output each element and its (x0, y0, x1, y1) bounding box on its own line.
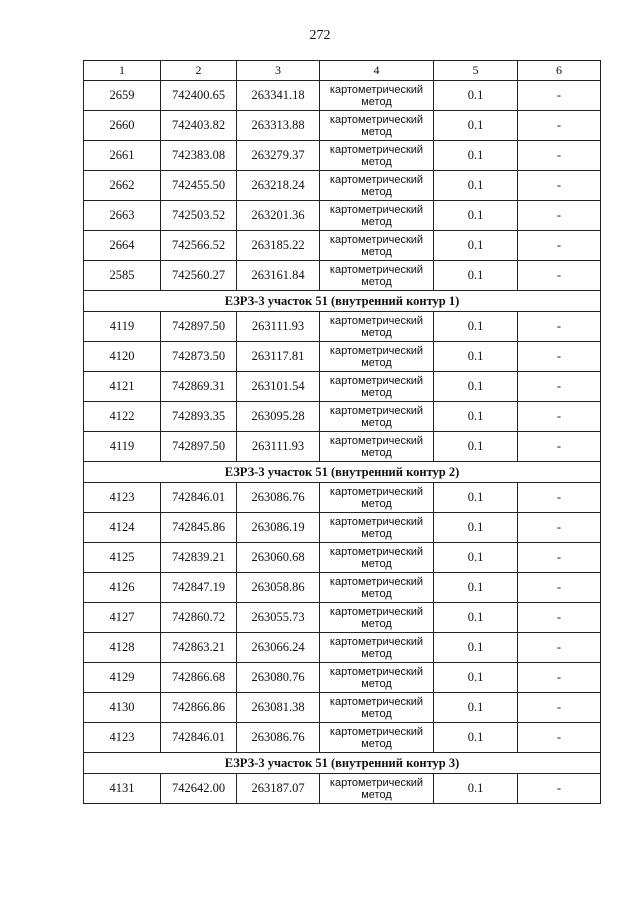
x-coordinate-cell: 742642.00 (161, 774, 237, 804)
table-row (84, 723, 601, 753)
point-number-cell: 2659 (84, 81, 161, 111)
note-cell: - (518, 171, 601, 201)
y-coordinate-cell: 263080.76 (237, 663, 320, 693)
x-coordinate-cell: 742873.50 (161, 342, 237, 372)
note-cell: - (518, 312, 601, 342)
note-cell: - (518, 573, 601, 603)
table-row (84, 513, 601, 543)
method-cell: картометрический метод (320, 483, 434, 513)
y-coordinate-cell: 263161.84 (237, 261, 320, 291)
x-coordinate-cell: 742897.50 (161, 432, 237, 462)
table-row (84, 201, 601, 231)
table-row (84, 111, 601, 141)
note-cell: - (518, 513, 601, 543)
table-row (84, 633, 601, 663)
accuracy-cell: 0.1 (434, 543, 518, 573)
y-coordinate-cell: 263086.76 (237, 723, 320, 753)
note-cell: - (518, 402, 601, 432)
note-cell: - (518, 201, 601, 231)
method-cell: картометрический метод (320, 663, 434, 693)
header-row (84, 61, 601, 81)
column-header: 1 (84, 61, 161, 81)
accuracy-cell: 0.1 (434, 342, 518, 372)
point-number-cell: 2664 (84, 231, 161, 261)
point-number-cell: 4123 (84, 723, 161, 753)
method-cell: картометрический метод (320, 723, 434, 753)
accuracy-cell: 0.1 (434, 231, 518, 261)
x-coordinate-cell: 742846.01 (161, 723, 237, 753)
note-cell: - (518, 342, 601, 372)
accuracy-cell: 0.1 (434, 312, 518, 342)
y-coordinate-cell: 263101.54 (237, 372, 320, 402)
method-cell: картометрический метод (320, 171, 434, 201)
accuracy-cell: 0.1 (434, 663, 518, 693)
table-row (84, 231, 601, 261)
x-coordinate-cell: 742455.50 (161, 171, 237, 201)
x-coordinate-cell: 742869.31 (161, 372, 237, 402)
table-row (84, 483, 601, 513)
note-cell: - (518, 231, 601, 261)
y-coordinate-cell: 263111.93 (237, 432, 320, 462)
note-cell: - (518, 543, 601, 573)
table-row (84, 603, 601, 633)
note-cell: - (518, 603, 601, 633)
point-number-cell: 4127 (84, 603, 161, 633)
point-number-cell: 4131 (84, 774, 161, 804)
method-cell: картометрический метод (320, 81, 434, 111)
note-cell: - (518, 111, 601, 141)
point-number-cell: 2663 (84, 201, 161, 231)
x-coordinate-cell: 742383.08 (161, 141, 237, 171)
table-row (84, 342, 601, 372)
table-row (84, 261, 601, 291)
y-coordinate-cell: 263095.28 (237, 402, 320, 432)
x-coordinate-cell: 742846.01 (161, 483, 237, 513)
point-number-cell: 4119 (84, 432, 161, 462)
accuracy-cell: 0.1 (434, 432, 518, 462)
section-header-row (84, 753, 601, 774)
point-number-cell: 4128 (84, 633, 161, 663)
x-coordinate-cell: 742847.19 (161, 573, 237, 603)
point-number-cell: 4130 (84, 693, 161, 723)
point-number-cell: 4119 (84, 312, 161, 342)
note-cell: - (518, 663, 601, 693)
x-coordinate-cell: 742860.72 (161, 603, 237, 633)
y-coordinate-cell: 263055.73 (237, 603, 320, 633)
table-row (84, 573, 601, 603)
y-coordinate-cell: 263279.37 (237, 141, 320, 171)
table-row (84, 372, 601, 402)
note-cell: - (518, 261, 601, 291)
method-cell: картометрический метод (320, 342, 434, 372)
note-cell: - (518, 141, 601, 171)
x-coordinate-cell: 742560.27 (161, 261, 237, 291)
table-body (84, 81, 601, 804)
point-number-cell: 4122 (84, 402, 161, 432)
accuracy-cell: 0.1 (434, 573, 518, 603)
section-header-row (84, 462, 601, 483)
y-coordinate-cell: 263081.38 (237, 693, 320, 723)
y-coordinate-cell: 263058.86 (237, 573, 320, 603)
accuracy-cell: 0.1 (434, 633, 518, 663)
method-cell: картометрический метод (320, 111, 434, 141)
note-cell: - (518, 774, 601, 804)
y-coordinate-cell: 263086.76 (237, 483, 320, 513)
note-cell: - (518, 483, 601, 513)
table-row (84, 312, 601, 342)
y-coordinate-cell: 263341.18 (237, 81, 320, 111)
y-coordinate-cell: 263117.81 (237, 342, 320, 372)
method-cell: картометрический метод (320, 603, 434, 633)
table-row (84, 543, 601, 573)
method-cell: картометрический метод (320, 543, 434, 573)
x-coordinate-cell: 742503.52 (161, 201, 237, 231)
note-cell: - (518, 693, 601, 723)
method-cell: картометрический метод (320, 312, 434, 342)
accuracy-cell: 0.1 (434, 513, 518, 543)
method-cell: картометрический метод (320, 372, 434, 402)
method-cell: картометрический метод (320, 774, 434, 804)
section-header-row (84, 291, 601, 312)
accuracy-cell: 0.1 (434, 81, 518, 111)
method-cell: картометрический метод (320, 513, 434, 543)
x-coordinate-cell: 742893.35 (161, 402, 237, 432)
table-row (84, 663, 601, 693)
accuracy-cell: 0.1 (434, 723, 518, 753)
method-cell: картометрический метод (320, 633, 434, 663)
table-row (84, 171, 601, 201)
method-cell: картометрический метод (320, 432, 434, 462)
table-row (84, 402, 601, 432)
point-number-cell: 2661 (84, 141, 161, 171)
x-coordinate-cell: 742863.21 (161, 633, 237, 663)
note-cell: - (518, 633, 601, 663)
note-cell: - (518, 432, 601, 462)
note-cell: - (518, 723, 601, 753)
x-coordinate-cell: 742403.82 (161, 111, 237, 141)
point-number-cell: 4124 (84, 513, 161, 543)
point-number-cell: 2662 (84, 171, 161, 201)
accuracy-cell: 0.1 (434, 603, 518, 633)
accuracy-cell: 0.1 (434, 261, 518, 291)
x-coordinate-cell: 742839.21 (161, 543, 237, 573)
accuracy-cell: 0.1 (434, 693, 518, 723)
section-title: ЕЗРЗ-3 участок 51 (внутренний контур 2) (84, 462, 601, 483)
method-cell: картометрический метод (320, 201, 434, 231)
x-coordinate-cell: 742866.68 (161, 663, 237, 693)
y-coordinate-cell: 263111.93 (237, 312, 320, 342)
x-coordinate-cell: 742866.86 (161, 693, 237, 723)
method-cell: картометрический метод (320, 261, 434, 291)
y-coordinate-cell: 263066.24 (237, 633, 320, 663)
coordinates-table (83, 60, 601, 804)
method-cell: картометрический метод (320, 231, 434, 261)
x-coordinate-cell: 742566.52 (161, 231, 237, 261)
point-number-cell: 4121 (84, 372, 161, 402)
column-header: 6 (518, 61, 601, 81)
accuracy-cell: 0.1 (434, 141, 518, 171)
note-cell: - (518, 81, 601, 111)
method-cell: картометрический метод (320, 693, 434, 723)
point-number-cell: 4126 (84, 573, 161, 603)
point-number-cell: 2585 (84, 261, 161, 291)
y-coordinate-cell: 263086.19 (237, 513, 320, 543)
table-row (84, 774, 601, 804)
section-title: ЕЗРЗ-3 участок 51 (внутренний контур 1) (84, 291, 601, 312)
table-row (84, 141, 601, 171)
y-coordinate-cell: 263218.24 (237, 171, 320, 201)
section-title: ЕЗРЗ-3 участок 51 (внутренний контур 3) (84, 753, 601, 774)
x-coordinate-cell: 742897.50 (161, 312, 237, 342)
table-row (84, 432, 601, 462)
column-header: 5 (434, 61, 518, 81)
x-coordinate-cell: 742400.65 (161, 81, 237, 111)
method-cell: картометрический метод (320, 402, 434, 432)
y-coordinate-cell: 263201.36 (237, 201, 320, 231)
accuracy-cell: 0.1 (434, 171, 518, 201)
point-number-cell: 4129 (84, 663, 161, 693)
table-row (84, 81, 601, 111)
accuracy-cell: 0.1 (434, 774, 518, 804)
accuracy-cell: 0.1 (434, 402, 518, 432)
note-cell: - (518, 372, 601, 402)
y-coordinate-cell: 263060.68 (237, 543, 320, 573)
x-coordinate-cell: 742845.86 (161, 513, 237, 543)
column-header: 2 (161, 61, 237, 81)
point-number-cell: 4120 (84, 342, 161, 372)
y-coordinate-cell: 263313.88 (237, 111, 320, 141)
point-number-cell: 4125 (84, 543, 161, 573)
accuracy-cell: 0.1 (434, 111, 518, 141)
table-row (84, 693, 601, 723)
page-number: 272 (309, 28, 331, 43)
accuracy-cell: 0.1 (434, 483, 518, 513)
point-number-cell: 4123 (84, 483, 161, 513)
y-coordinate-cell: 263187.07 (237, 774, 320, 804)
accuracy-cell: 0.1 (434, 201, 518, 231)
column-header: 3 (237, 61, 320, 81)
point-number-cell: 2660 (84, 111, 161, 141)
method-cell: картометрический метод (320, 141, 434, 171)
y-coordinate-cell: 263185.22 (237, 231, 320, 261)
method-cell: картометрический метод (320, 573, 434, 603)
column-header: 4 (320, 61, 434, 81)
accuracy-cell: 0.1 (434, 372, 518, 402)
